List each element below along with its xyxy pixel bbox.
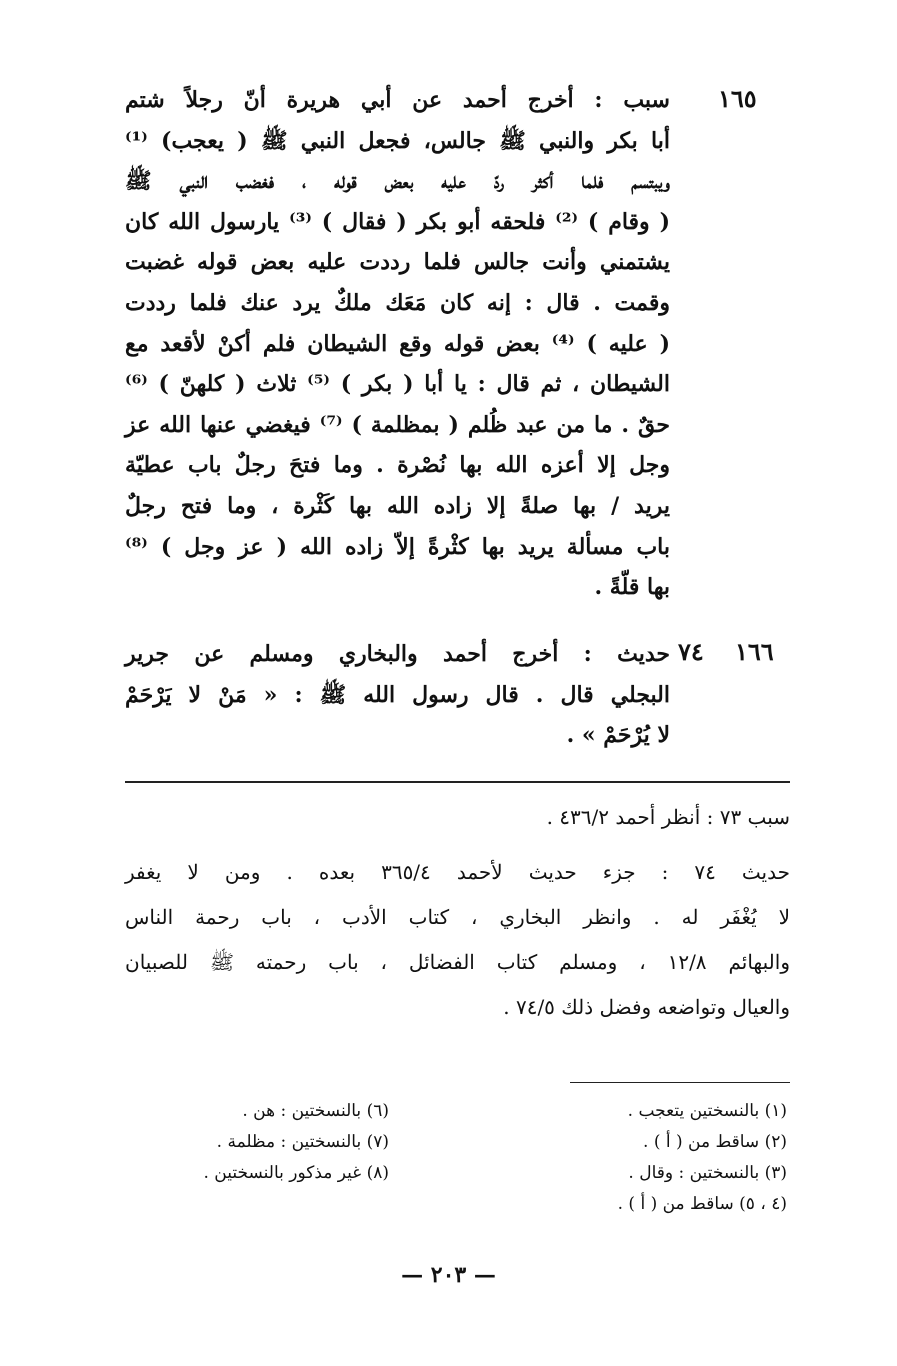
footnote: (١) بالنسختين يتعجب .: [627, 1101, 787, 1121]
text-line: وقمت . قال : إنه كان مَعَك ملكٌ يرد عنك فلما رددت: [125, 289, 670, 316]
note-line: والعيال وتواضعه وفضل ذلك ٧٤/٥ .: [503, 995, 790, 1019]
note-line: لا يُغْفَر له . وانظر البخاري ، كتاب الأدب ، باب رحمة الناس: [125, 905, 790, 929]
source-note: [125, 797, 790, 837]
text-line: لا يُرْحَمْ » .: [566, 722, 670, 749]
footnote: (٧) بالنسختين : مظلمة .: [216, 1132, 389, 1152]
text-line: يريد / بها صلةً إلا زاده الله بها كَثْرة ، وما فتح رجلٌ: [125, 492, 670, 519]
footnote: (٨) غير مذكور بالنسختين .: [203, 1163, 389, 1183]
entry-reference: ٧٤: [678, 637, 704, 666]
text-line: أبا بكر والنبي ﷺ جالس، فجعل النبي ﷺ ( يعجب) ⁽¹⁾: [125, 127, 670, 154]
source-note: [125, 850, 790, 1030]
footnote: (٢) ساقط من ( أ ) .: [643, 1132, 787, 1152]
note-line: والبهائم ١٢/٨ ، ومسلم كتاب الفضائل ، باب رحمته ﷺ للصبيان: [125, 950, 790, 974]
entry-body: [125, 634, 670, 756]
text-line: حقٌ . ما من عبد ظُلم ( بمظلمة ) ⁽⁷⁾ فيغضي عنها الله عز: [125, 411, 670, 438]
text-line: بها قلّةً .: [594, 574, 670, 601]
footnote: (٣) بالنسختين : وقال .: [628, 1163, 787, 1183]
footnote-divider: [570, 1082, 790, 1083]
page-number: — ٢٠٣ —: [401, 1262, 496, 1288]
footnotes-right: [487, 1096, 787, 1220]
text-line: ويبتسم فلما أكثر ردّ عليه بعض قوله ، فغضب النبي ﷺ: [125, 168, 670, 195]
entry-body: [125, 80, 670, 608]
text-line: حديث : أخرج أحمد والبخاري ومسلم عن جرير: [125, 641, 670, 667]
section-divider: [125, 781, 790, 783]
text-line: ( وقام ) ⁽²⁾ فلحقه أبو بكر ( فقال ) ⁽³⁾ يارسول الله كان: [125, 208, 670, 235]
text-line: ( عليه ) ⁽⁴⁾ بعض قوله وقع الشيطان فلم أكنْ لأقعد مع: [125, 330, 670, 357]
entry-number: ١٦٥: [718, 84, 757, 113]
note-line: سبب ٧٣ : أنظر أحمد ٤٣٦/٢ .: [546, 805, 790, 829]
footnote: (٤ ، ٥) ساقط من ( أ ) .: [617, 1194, 787, 1214]
text-line: سبب : أخرج أحمد عن أبي هريرة أنّ رجلاً شتم: [125, 87, 670, 113]
note-line: حديث ٧٤ : جزء حديث لأحمد ٣٦٥/٤ بعده . ومن لا يغفر: [125, 860, 790, 884]
text-line: وجل إلا أعزه الله بها نُصْرة . وما فتحَ رجلٌ باب عطيّة: [125, 452, 670, 479]
text-line: الشيطان ، ثم قال : يا أبا ( بكر ) ⁽⁵⁾ ثلاث ( كلهنّ ) ⁽⁶⁾: [125, 371, 670, 398]
text-line: يشتمني وأنت جالس فلما رددت عليه بعض قوله غضبت: [125, 249, 670, 276]
footnotes-left: [119, 1096, 389, 1189]
entry-number: ١٦٦: [735, 637, 774, 666]
text-line: البجلي قال . قال رسول الله ﷺ : « مَنْ لا يَرْحَمْ: [125, 681, 670, 708]
footnote: (٦) بالنسختين : هن .: [242, 1101, 389, 1121]
text-line: باب مسألة يريد بها كثْرةً إلاّ زاده الله ( عز وجل ) ⁽⁸⁾: [125, 533, 670, 560]
